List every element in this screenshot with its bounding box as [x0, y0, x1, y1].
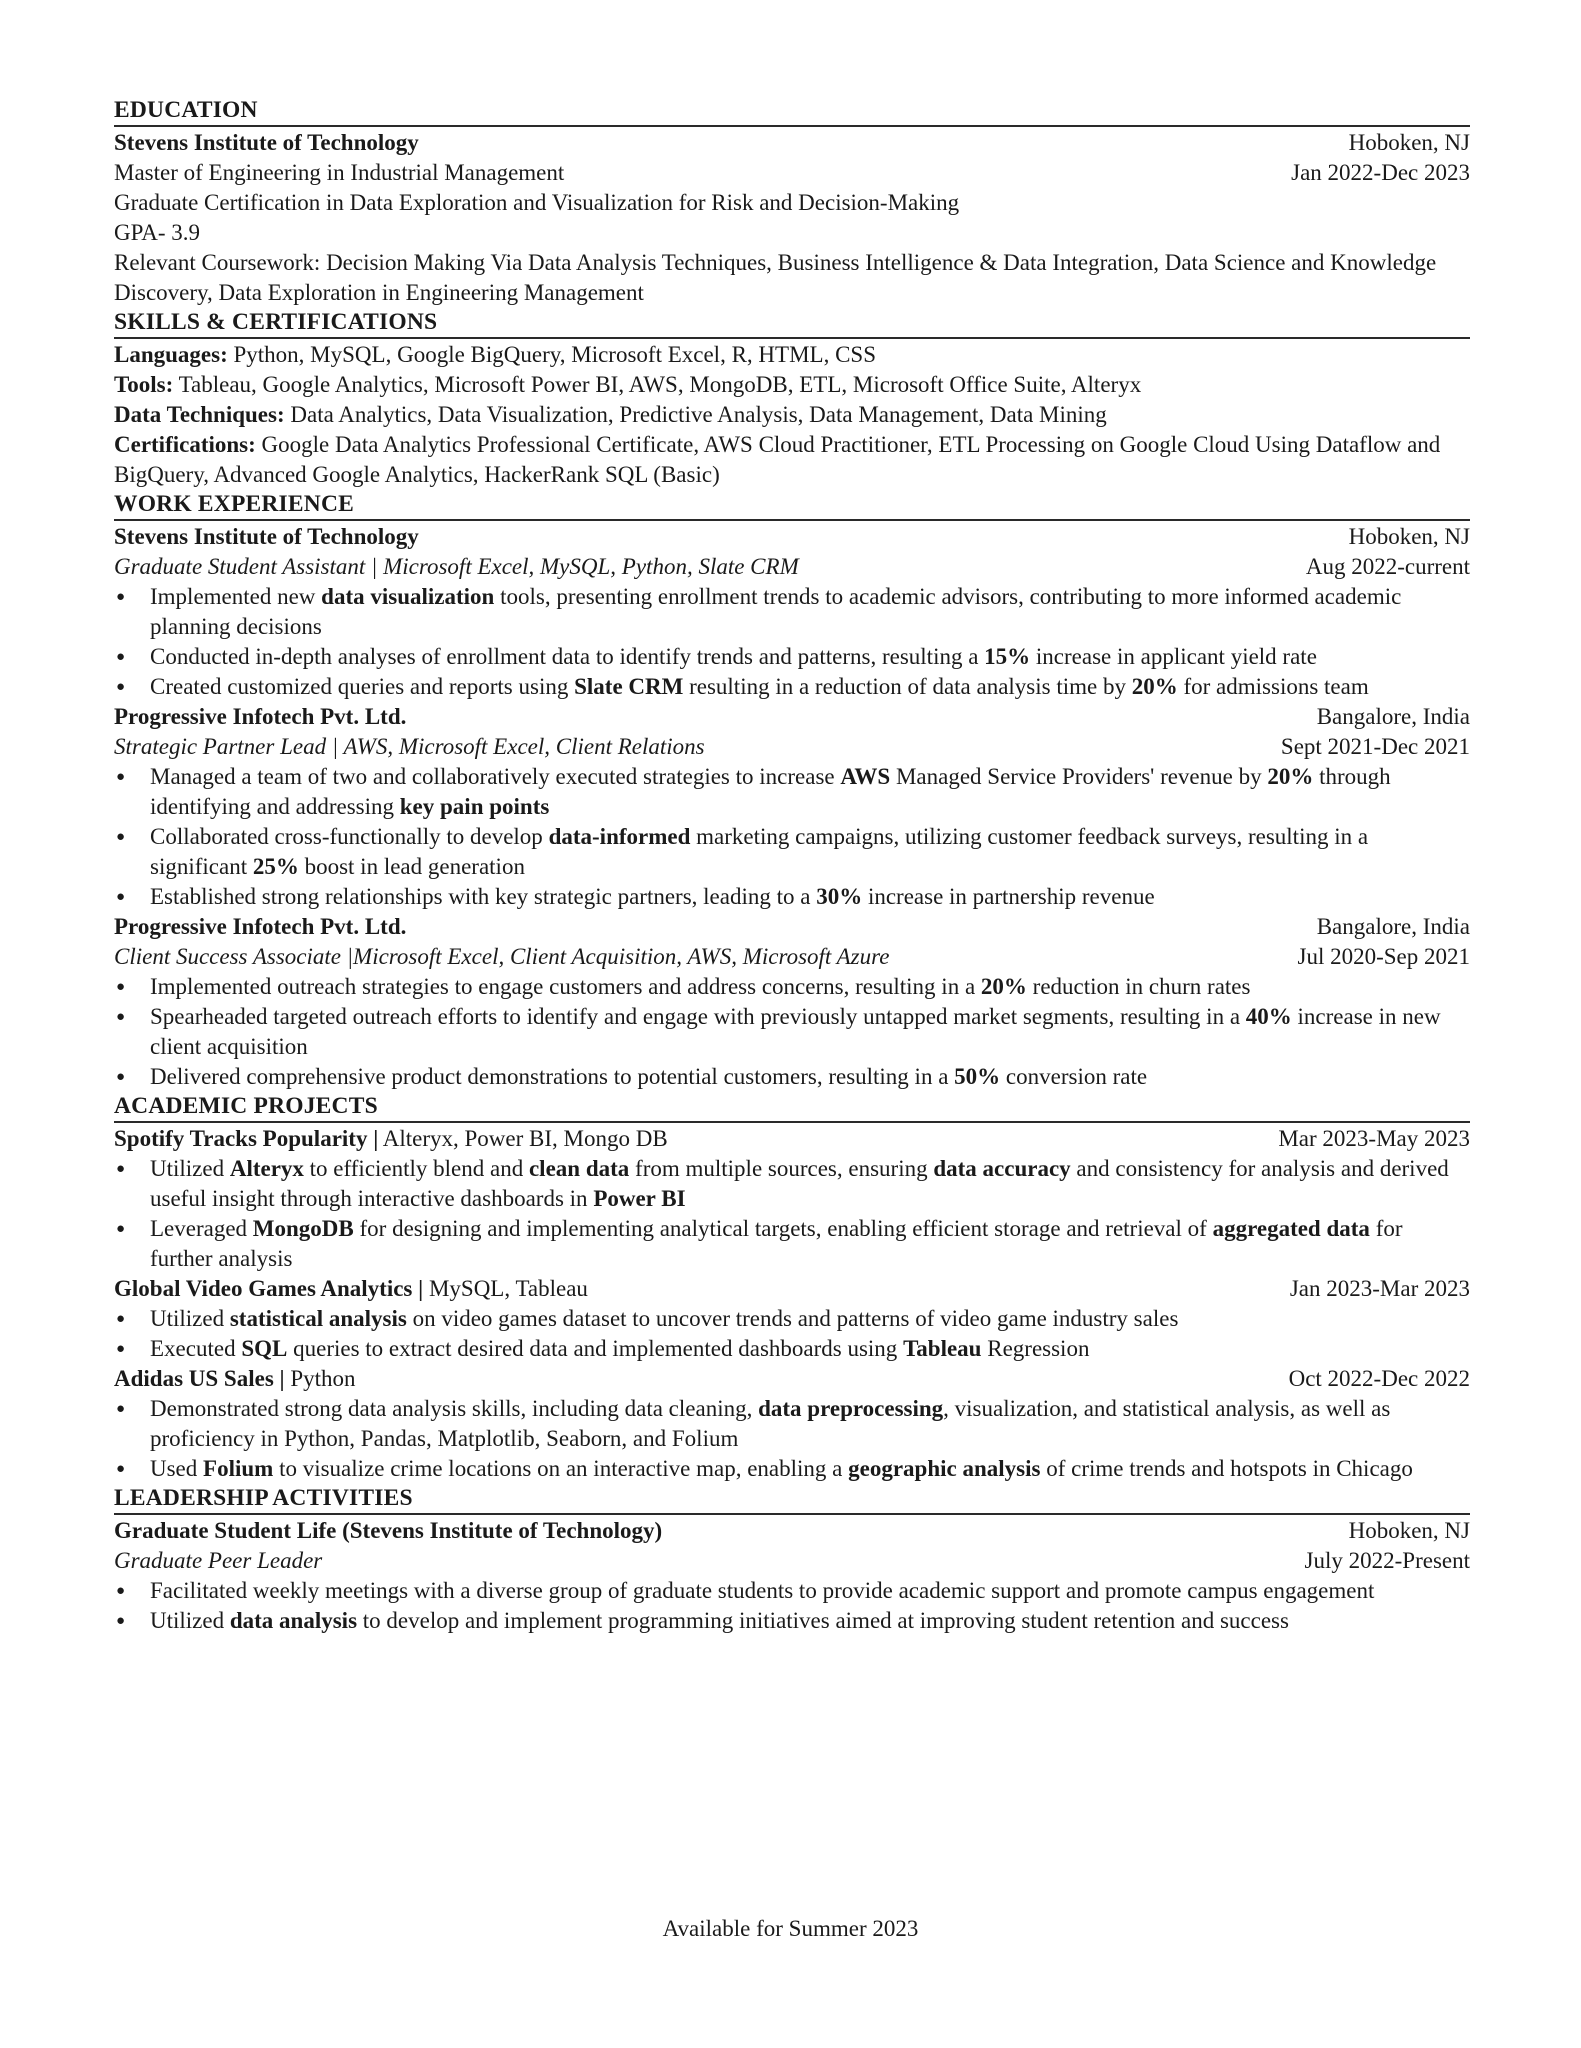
school-location: Hoboken, NJ: [1348, 130, 1470, 155]
bullet-bold-text: Tableau: [903, 1336, 982, 1361]
skill-label: Certifications:: [114, 432, 256, 457]
bullet-item: [114, 1394, 1470, 1454]
project-header-row: [114, 1124, 1470, 1154]
job-header-row: [114, 522, 1470, 552]
bullet-bold-text: data analysis: [229, 1608, 358, 1633]
bullet-text: marketing campaigns, utilizing customer feedback surveys, resulting in a significant: [150, 824, 1369, 879]
leadership-header-row: [114, 1516, 1470, 1546]
bullet-item: [114, 972, 1470, 1002]
bullet-bold-text: 15%: [984, 644, 1031, 669]
bullet-bold-text: Power BI: [593, 1186, 686, 1211]
job-bullets: [114, 762, 1470, 912]
bullet-bold-text: 40%: [1245, 1004, 1292, 1029]
footer-note: Available for Summer 2023: [662, 1916, 919, 1941]
gpa: GPA- 3.9: [114, 220, 201, 245]
bullet-text: Collaborated cross-functionally to develop: [150, 824, 549, 849]
bullet-bold-text: Alteryx: [229, 1156, 304, 1181]
bullet-text: to develop and implement programming initiatives aimed at improving student retention and success: [357, 1608, 1289, 1633]
job-location: Bangalore, India: [1316, 704, 1470, 729]
bullet-text: of crime trends and hotspots in Chicago: [1040, 1456, 1413, 1481]
job-role-row: [114, 732, 1470, 762]
bullet-text: queries to extract desired data and implemented dashboards using: [287, 1336, 904, 1361]
project-tools: Alteryx, Power BI, Mongo DB: [378, 1126, 668, 1151]
bullet-bold-text: MongoDB: [252, 1216, 354, 1241]
degree-row: [114, 158, 1470, 188]
bullet-text: to visualize crime locations on an interactive map, enabling a: [273, 1456, 849, 1481]
bullet-text: , visualization, and statistical analysis, as well as proficiency in Python, Pandas, Matplotlib, Seaborn, and Folium: [150, 1396, 1391, 1451]
project-tools: MySQL, Tableau: [423, 1276, 588, 1301]
job-entry: [114, 912, 1470, 1092]
bullet-bold-text: 20%: [980, 974, 1027, 999]
bullet-text: from multiple sources, ensuring: [629, 1156, 934, 1181]
project-tools: Python: [284, 1366, 356, 1391]
skill-text: Data Analytics, Data Visualization, Predictive Analysis, Data Management, Data Mining: [284, 402, 1107, 427]
bullet-bold-text: aggregated data: [1212, 1216, 1370, 1241]
bullet-text: for admissions team: [1177, 674, 1369, 699]
project-header-row: [114, 1274, 1470, 1304]
job-org: Stevens Institute of Technology: [114, 524, 419, 549]
project-title: [114, 1364, 1289, 1394]
job-bullets: [114, 582, 1470, 702]
bullet-text: Used: [150, 1456, 204, 1481]
bullet-text: Managed Service Providers' revenue by: [890, 764, 1268, 789]
bullet-bold-text: statistical analysis: [229, 1306, 407, 1331]
bullet-item: [114, 1214, 1470, 1274]
bullet-text: Utilized: [150, 1608, 230, 1633]
bullet-text: boost in lead generation: [298, 854, 525, 879]
bullet-bold-text: data preprocessing: [758, 1396, 944, 1421]
projects-section: [114, 1092, 1470, 1484]
project-name: Adidas US Sales |: [114, 1366, 285, 1391]
project-dates: Oct 2022-Dec 2022: [1288, 1366, 1470, 1391]
section-title-skills: SKILLS & CERTIFICATIONS: [114, 308, 1470, 339]
skill-line: [114, 430, 1470, 490]
project-dates: Mar 2023-May 2023: [1278, 1126, 1470, 1151]
bullet-bold-text: 25%: [252, 854, 299, 879]
bullet-item: [114, 582, 1470, 642]
bullet-text: Spearheaded targeted outreach efforts to identify and engage with previously untapped market segments, resulting in a: [150, 1004, 1246, 1029]
bullet-text: conversion rate: [1000, 1064, 1148, 1089]
job-dates: Sept 2021-Dec 2021: [1280, 734, 1470, 759]
bullet-bold-text: geographic analysis: [848, 1456, 1041, 1481]
bullet-bold-text: 20%: [1267, 764, 1314, 789]
section-title-education: EDUCATION: [114, 96, 1470, 127]
bullet-text: increase in applicant yield rate: [1030, 644, 1317, 669]
skill-text: Python, MySQL, Google BigQuery, Microsoft Excel, R, HTML, CSS: [227, 342, 876, 367]
project-name: Spotify Tracks Popularity |: [114, 1126, 379, 1151]
project-dates: Jan 2023-Mar 2023: [1289, 1276, 1470, 1301]
job-dates: Jul 2020-Sep 2021: [1297, 944, 1470, 969]
degree: Master of Engineering in Industrial Management: [114, 160, 565, 185]
bullet-text: Managed a team of two and collaboratively executed strategies to increase: [150, 764, 841, 789]
project-title: [114, 1124, 1278, 1154]
bullet-bold-text: AWS: [840, 764, 891, 789]
bullet-text: Implemented outreach strategies to engage customers and address concerns, resulting in a: [150, 974, 981, 999]
job-header-row: [114, 702, 1470, 732]
resume-page: [114, 96, 1470, 1636]
bullet-item: [114, 642, 1470, 672]
job-org: Progressive Infotech Pvt. Ltd.: [114, 704, 407, 729]
project-bullets: [114, 1394, 1470, 1484]
bullet-text: and consistency for analysis and derived useful insight through interactive dashboards in: [150, 1156, 1449, 1211]
job-org: Progressive Infotech Pvt. Ltd.: [114, 914, 407, 939]
bullet-bold-text: Slate CRM: [574, 674, 684, 699]
bullet-item: [114, 1062, 1470, 1092]
job-role: Graduate Student Assistant | Microsoft Excel, MySQL, Python, Slate CRM: [114, 554, 799, 579]
bullet-bold-text: data accuracy: [933, 1156, 1071, 1181]
skill-line: [114, 400, 1470, 430]
bullet-item: [114, 672, 1470, 702]
leadership-location: Hoboken, NJ: [1348, 1518, 1470, 1543]
bullet-bold-text: key pain points: [399, 794, 550, 819]
bullet-text: Implemented new: [150, 584, 322, 609]
bullet-item: [114, 1576, 1470, 1606]
bullet-text: tools, presenting enrollment trends to academic advisors, contributing to more informed academic planning decisions: [150, 584, 1402, 639]
bullet-text: Conducted in-depth analyses of enrollment data to identify trends and patterns, resulting a: [150, 644, 985, 669]
bullet-item: [114, 882, 1470, 912]
section-title-work: WORK EXPERIENCE: [114, 490, 1470, 521]
job-entry: [114, 702, 1470, 912]
leadership-section: [114, 1484, 1470, 1636]
job-entry: [114, 522, 1470, 702]
school-name: Stevens Institute of Technology: [114, 130, 419, 155]
education-header-row: [114, 128, 1470, 158]
bullet-bold-text: data-informed: [548, 824, 691, 849]
bullet-bold-text: clean data: [528, 1156, 630, 1181]
leadership-bullets: [114, 1576, 1470, 1636]
job-bullets: [114, 972, 1470, 1092]
bullet-item: [114, 1334, 1470, 1364]
bullet-item: [114, 1304, 1470, 1334]
bullet-text: for further analysis: [150, 1216, 1403, 1271]
section-title-projects: ACADEMIC PROJECTS: [114, 1092, 1470, 1123]
bullet-text: Facilitated weekly meetings with a diverse group of graduate students to provide academic support and promote campus engagement: [150, 1578, 1375, 1603]
degree-dates: Jan 2022-Dec 2023: [1291, 160, 1470, 185]
project-entry: [114, 1364, 1470, 1484]
project-title: [114, 1274, 1290, 1304]
leadership-role-row: [114, 1546, 1470, 1576]
bullet-bold-text: 30%: [816, 884, 863, 909]
skill-label: Data Techniques:: [114, 402, 285, 427]
bullet-text: on video games dataset to uncover trends and patterns of video game industry sales: [406, 1306, 1179, 1331]
job-role-row: [114, 552, 1470, 582]
project-entry: [114, 1274, 1470, 1364]
bullet-text: through identifying and addressing: [150, 764, 1391, 819]
bullet-text: Delivered comprehensive product demonstrations to potential customers, resulting in a: [150, 1064, 955, 1089]
bullet-bold-text: Folium: [203, 1456, 274, 1481]
job-location: Bangalore, India: [1316, 914, 1470, 939]
bullet-item: [114, 1154, 1470, 1214]
skill-line: [114, 370, 1470, 400]
bullet-text: to efficiently blend and: [303, 1156, 529, 1181]
bullet-bold-text: 20%: [1131, 674, 1178, 699]
skill-label: Tools:: [114, 372, 174, 397]
bullet-text: for designing and implementing analytical targets, enabling efficient storage and retrieval of: [353, 1216, 1213, 1241]
project-bullets: [114, 1304, 1470, 1364]
skill-line: [114, 340, 1470, 370]
job-role-row: [114, 942, 1470, 972]
section-title-leadership: LEADERSHIP ACTIVITIES: [114, 1484, 1470, 1515]
bullet-text: increase in partnership revenue: [862, 884, 1155, 909]
job-role: Client Success Associate |Microsoft Excel, Client Acquisition, AWS, Microsoft Azure: [114, 944, 890, 969]
bullet-text: increase in new client acquisition: [150, 1004, 1441, 1059]
bullet-text: Utilized: [150, 1156, 230, 1181]
job-dates: Aug 2022-current: [1305, 554, 1470, 579]
bullet-bold-text: data visualization: [321, 584, 495, 609]
leadership-dates: July 2022-Present: [1304, 1548, 1470, 1573]
leadership-org: Graduate Student Life (Stevens Institute of Technology): [114, 1518, 663, 1543]
bullet-text: Established strong relationships with key strategic partners, leading to a: [150, 884, 817, 909]
bullet-item: [114, 822, 1470, 882]
project-entry: [114, 1124, 1470, 1274]
bullet-item: [114, 1002, 1470, 1062]
job-location: Hoboken, NJ: [1348, 524, 1470, 549]
bullet-text: Created customized queries and reports using: [150, 674, 575, 699]
education-section: [114, 96, 1470, 308]
bullet-bold-text: 50%: [954, 1064, 1001, 1089]
project-bullets: [114, 1154, 1470, 1274]
job-role: Strategic Partner Lead | AWS, Microsoft Excel, Client Relations: [114, 734, 705, 759]
bullet-item: [114, 762, 1470, 822]
bullet-item: [114, 1454, 1470, 1484]
certification: Graduate Certification in Data Exploration and Visualization for Risk and Decision-Making: [114, 190, 960, 215]
bullet-text: reduction in churn rates: [1026, 974, 1251, 999]
bullet-item: [114, 1606, 1470, 1636]
skill-label: Languages:: [114, 342, 228, 367]
coursework: Relevant Coursework: Decision Making Via Data Analysis Techniques, Business Intelligence & Data Integration, Data Science and Knowledge Discovery, Data Exploration in Engineering Management: [114, 250, 1437, 305]
job-header-row: [114, 912, 1470, 942]
project-name: Global Video Games Analytics |: [114, 1276, 424, 1301]
bullet-text: resulting in a reduction of data analysis time by: [683, 674, 1132, 699]
bullet-text: Utilized: [150, 1306, 230, 1331]
project-header-row: [114, 1364, 1470, 1394]
bullet-text: Leveraged: [150, 1216, 253, 1241]
skill-text: Google Data Analytics Professional Certificate, AWS Cloud Practitioner, ETL Processing on Google Cloud Using Dataflow and BigQuery, Advanced Google Analytics, HackerRank SQL (Basic): [114, 432, 1441, 487]
skill-text: Tableau, Google Analytics, Microsoft Power BI, AWS, MongoDB, ETL, Microsoft Office Suite, Alteryx: [173, 372, 1142, 397]
bullet-text: Regression: [981, 1336, 1090, 1361]
leadership-role: Graduate Peer Leader: [114, 1548, 323, 1573]
bullet-text: Demonstrated strong data analysis skills, including data cleaning,: [150, 1396, 759, 1421]
skills-section: [114, 308, 1470, 490]
work-section: [114, 490, 1470, 1092]
bullet-text: Executed: [150, 1336, 242, 1361]
bullet-bold-text: SQL: [241, 1336, 288, 1361]
